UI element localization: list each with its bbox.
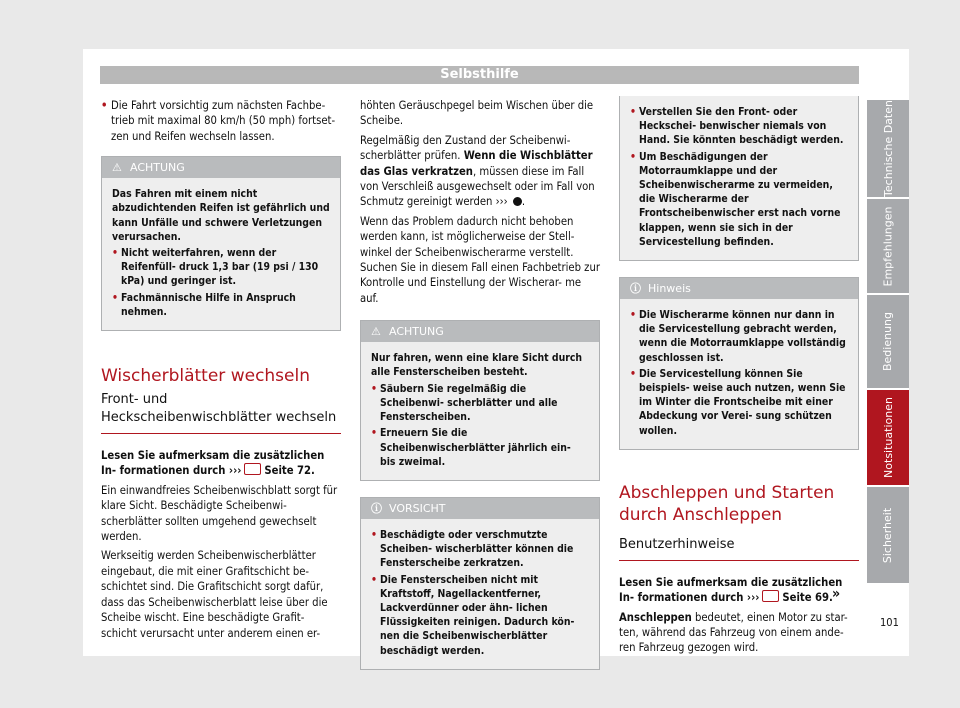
note-box <box>619 277 859 450</box>
warning-box-2-item: • Säubern Sie regelmäßig die Scheibenwi- scherblätter und alle Fensterscheiben. <box>371 382 589 425</box>
tab-technische-daten[interactable] <box>867 100 909 197</box>
tab-label: Notsituationen <box>881 397 895 478</box>
column-2 <box>360 98 600 670</box>
tab-empfehlungen[interactable] <box>867 199 909 293</box>
tab-label: Empfehlungen <box>881 206 895 286</box>
info-icon: ⓘ <box>630 282 641 296</box>
caution-box-item: • Verstellen Sie den Front- oder Heckschei- benwischer niemals von Hand. Sie könnten beschädigt werden. <box>630 105 848 148</box>
warning-box-1-item: • Fachmännische Hilfe in Anspruch nehmen. <box>112 291 330 319</box>
paragraph: Ein einwandfreies Scheibenwischblatt sorgt für klare Sicht. Beschädigte Scheibenwi- scherblätter sollten umgehend gewechselt werden. <box>101 483 338 544</box>
warning-marker-icon <box>513 197 522 206</box>
tab-notsituationen[interactable] <box>867 390 909 485</box>
tab-label: Bedienung <box>881 311 895 372</box>
read-more-ref <box>619 575 859 606</box>
warning-box-1-header <box>102 157 340 178</box>
warning-box-2-item: • Erneuern Sie die Scheibenwischerblätter jährlich ein- bis zweimal. <box>371 426 589 469</box>
paragraph: Regelmäßig den Zustand der Scheibenwi- scherblätter prüfen. Wenn die Wischblätter das Glas verkratzen, müssen diese im Fall von Verschleiß ausgewechselt oder im Fall von Schmutz gereinigt werden ››› . <box>360 133 595 209</box>
chapter-header: Selbsthilfe <box>100 66 859 84</box>
warning-box-1 <box>101 156 341 331</box>
tab-label: Sicherheit <box>881 507 895 563</box>
paragraph-text: bedeutet, einen Motor zu star- ten, während das Fahrzeug von einem ande- ren Fahrzeug gezogen wird. <box>619 610 848 655</box>
warning-box-2 <box>360 320 600 481</box>
section-title-abschleppen: Abschleppen und Starten durch Anschleppen <box>619 482 835 525</box>
page-number: 101 <box>880 616 899 629</box>
warning-box-1-item: • Nicht weiterfahren, wenn der Reifenfüll- druck 1,3 bar (19 psi / 130 kPa) und geringer ist. <box>112 246 330 289</box>
note-box-header <box>620 278 858 299</box>
paragraph: Werkseitig werden Scheibenwischerblätter eingebaut, die mit einer Grafitschicht be- schichtet sind. Die Grafitschicht sorgt dafür, dass das Scheibenwischerblatt leise über die Scheibe wischt. Eine beschädigte Grafit- schicht verursacht unter anderem einen er- <box>101 549 328 640</box>
paragraph-bold-text: Wenn die Wischblätter das Glas verkratzen <box>360 149 593 178</box>
paragraph: höhten Geräuschpegel beim Wischen über die Scheibe. <box>360 99 594 128</box>
paragraph <box>619 610 859 656</box>
read-more-page-link[interactable]: Seite 69. <box>782 591 833 605</box>
section-title-wischerblaetter: Wischerblätter wechseln <box>101 366 310 387</box>
note-box-item: • Die Servicestellung können Sie beispiels- weise auch nutzen, wenn Sie im Winter die Frontscheibe mit einer Abdeckung vor Verei- sung schützen wollen. <box>630 367 848 438</box>
subsection-title-benutzerhinweise: Benutzerhinweise <box>619 536 859 561</box>
caution-box-item: • Um Beschädigungen der Motorraumklappe und der Scheibenwischerarme zu vermeiden, die Wischerarme der Frontscheibenwischer erst nach vorne klappen, wenn sie sich in der Servicestellung befinden. <box>630 150 848 249</box>
column-3 <box>619 98 859 660</box>
continue-arrow-icon: » <box>832 586 841 602</box>
paragraph-bold-text: Anschleppen <box>619 610 692 624</box>
read-more-ref <box>101 448 341 479</box>
paragraph-text: Regelmäßig den Zustand der Scheibenwi- scherblätter prüfen. <box>360 133 571 163</box>
warning-box-2-header <box>361 321 599 342</box>
book-icon <box>762 590 779 602</box>
warning-box-1-lead: Das Fahren mit einem nicht abzudichtenden Reifen ist gefährlich und kann Unfälle und schwere Verletzungen verursachen. <box>112 188 330 243</box>
tab-label: Technische Daten <box>881 100 895 197</box>
note-box-title: Hinweis <box>648 282 691 296</box>
intro-bullet: • Die Fahrt vorsichtig zum nächsten Fachbe- trieb mit maximal 80 km/h (50 mph) fortset- zen und Reifen wechseln lassen. <box>101 98 341 144</box>
caution-box-item: • Die Fensterscheiben nicht mit Kraftstoff, Nagellackentferner, Lackverdünner oder ähn- lichen Flüssigkeiten reinigen. Dadurch kön- nen die Scheibenwischerblätter beschädigt werden. <box>371 573 589 658</box>
paragraph: Wenn das Problem dadurch nicht behoben werden kann, ist möglicherweise der Stell- winkel der Scheibenwischerarme verstellt. Suchen Sie in diesem Fall einen Fachbetrieb zur Kontrolle und Einstellung der Wischerar- me auf. <box>360 214 600 305</box>
caution-box <box>360 497 600 670</box>
column-1 <box>101 98 341 645</box>
warning-triangle-icon: ⚠ <box>371 325 381 339</box>
warning-box-1-title: ACHTUNG <box>130 161 185 175</box>
warning-box-2-title: ACHTUNG <box>389 325 444 339</box>
read-more-page-link[interactable]: Seite 72. <box>264 464 315 478</box>
read-more-text: Lesen Sie aufmerksam die zusätzlichen In- formationen durch ››› <box>101 449 325 478</box>
note-box-item: • Die Wischerarme können nur dann in die Servicestellung gebracht werden, wenn die Motorraumklappe vollständig geschlossen ist. <box>630 308 848 365</box>
warning-box-2-lead: Nur fahren, wenn eine klare Sicht durch alle Fensterscheiben besteht. <box>371 352 583 379</box>
book-icon <box>244 463 261 475</box>
caution-box-continued <box>619 96 859 261</box>
caution-box-title: VORSICHT <box>389 501 446 515</box>
read-more-text: Lesen Sie aufmerksam die zusätzlichen In- formationen durch ››› <box>619 575 843 605</box>
caution-box-item: • Beschädigte oder verschmutzte Scheiben- wischerblätter können die Fensterscheibe zerkratzen. <box>371 528 589 571</box>
warning-triangle-icon: ⚠ <box>112 161 122 175</box>
paragraph-text: , müssen diese im Fall von Verschleiß ausgewechselt oder im Fall von Schmutz gereinigt werden ››› <box>360 164 595 209</box>
subsection-title-front-heck: Front- und Heckscheibenwischblätter wechseln <box>101 391 341 434</box>
tab-bedienung[interactable] <box>867 295 909 388</box>
caution-box-header <box>361 498 599 519</box>
tab-sicherheit[interactable] <box>867 487 909 583</box>
caution-circle-icon: ⓘ <box>371 501 382 515</box>
